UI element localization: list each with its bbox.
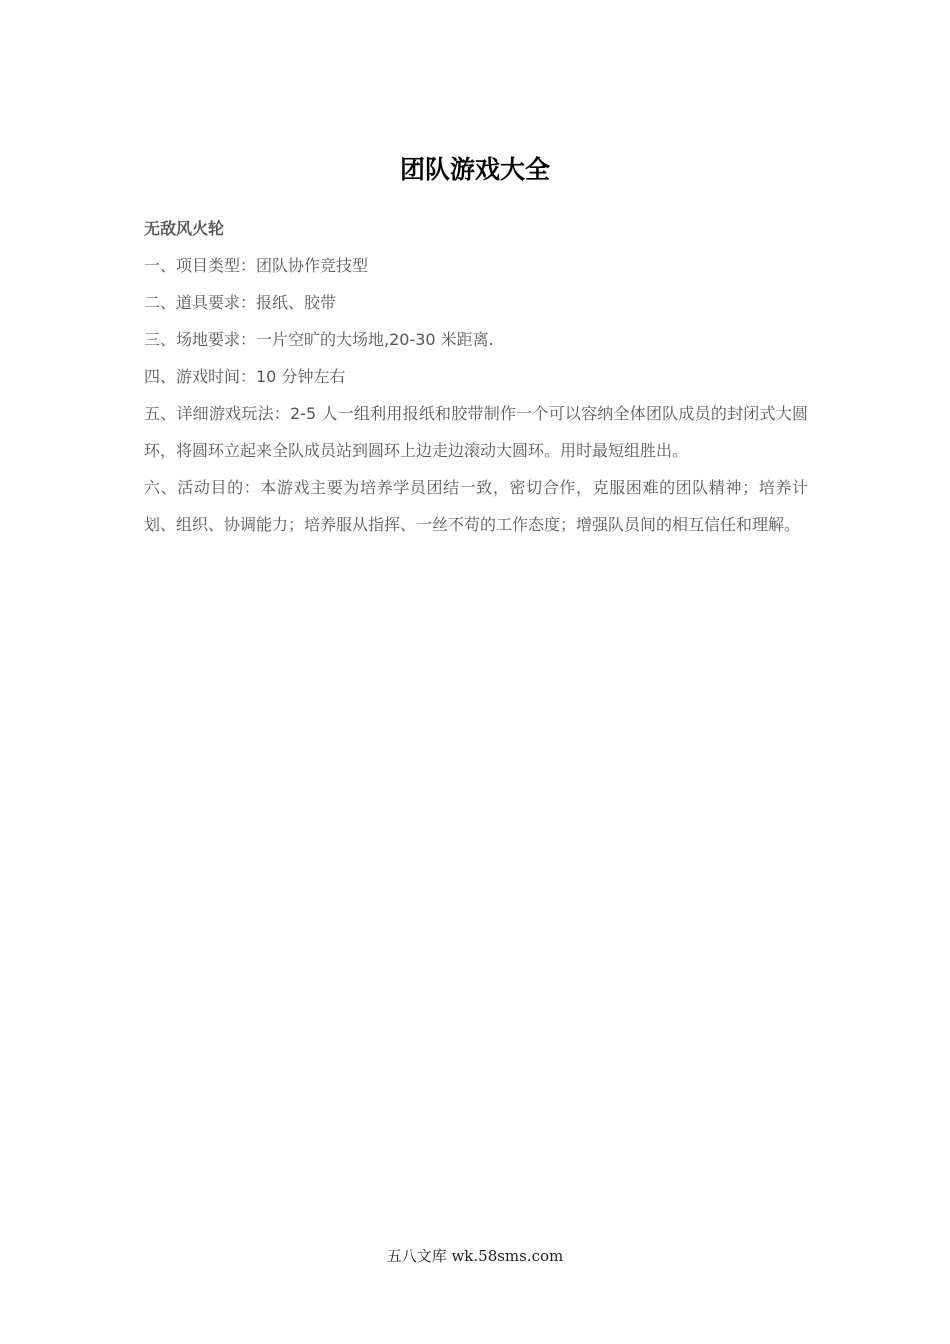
item-venue: 三、场地要求：一片空旷的大场地,20-30 米距离. (144, 330, 494, 349)
item-duration: 四、游戏时间：10 分钟左右 (144, 367, 346, 386)
document-body (144, 210, 808, 543)
section-heading: 无敌风火轮 (144, 219, 225, 238)
footer-watermark: 五八文库 wk.58sms.com (386, 1247, 564, 1265)
item-project-type: 一、项目类型：团队协作竞技型 (144, 256, 369, 275)
item-purpose: 六、活动目的：本游戏主要为培养学员团结一致，密切合作，克服困难的团队精神；培养计划、组织、协调能力；培养服从指挥、一丝不苟的工作态度；增强队员间的相互信任和理解。 (144, 478, 808, 534)
document-title: 团队游戏大全 (399, 155, 550, 184)
item-gameplay: 五、详细游戏玩法：2-5 人一组利用报纸和胶带制作一个可以容纳全体团队成员的封闭式大圆环，将圆环立起来全队成员站到圆环上边走边滚动大圆环。用时最短组胜出。 (144, 404, 808, 460)
item-props: 二、道具要求：报纸、胶带 (144, 293, 337, 312)
